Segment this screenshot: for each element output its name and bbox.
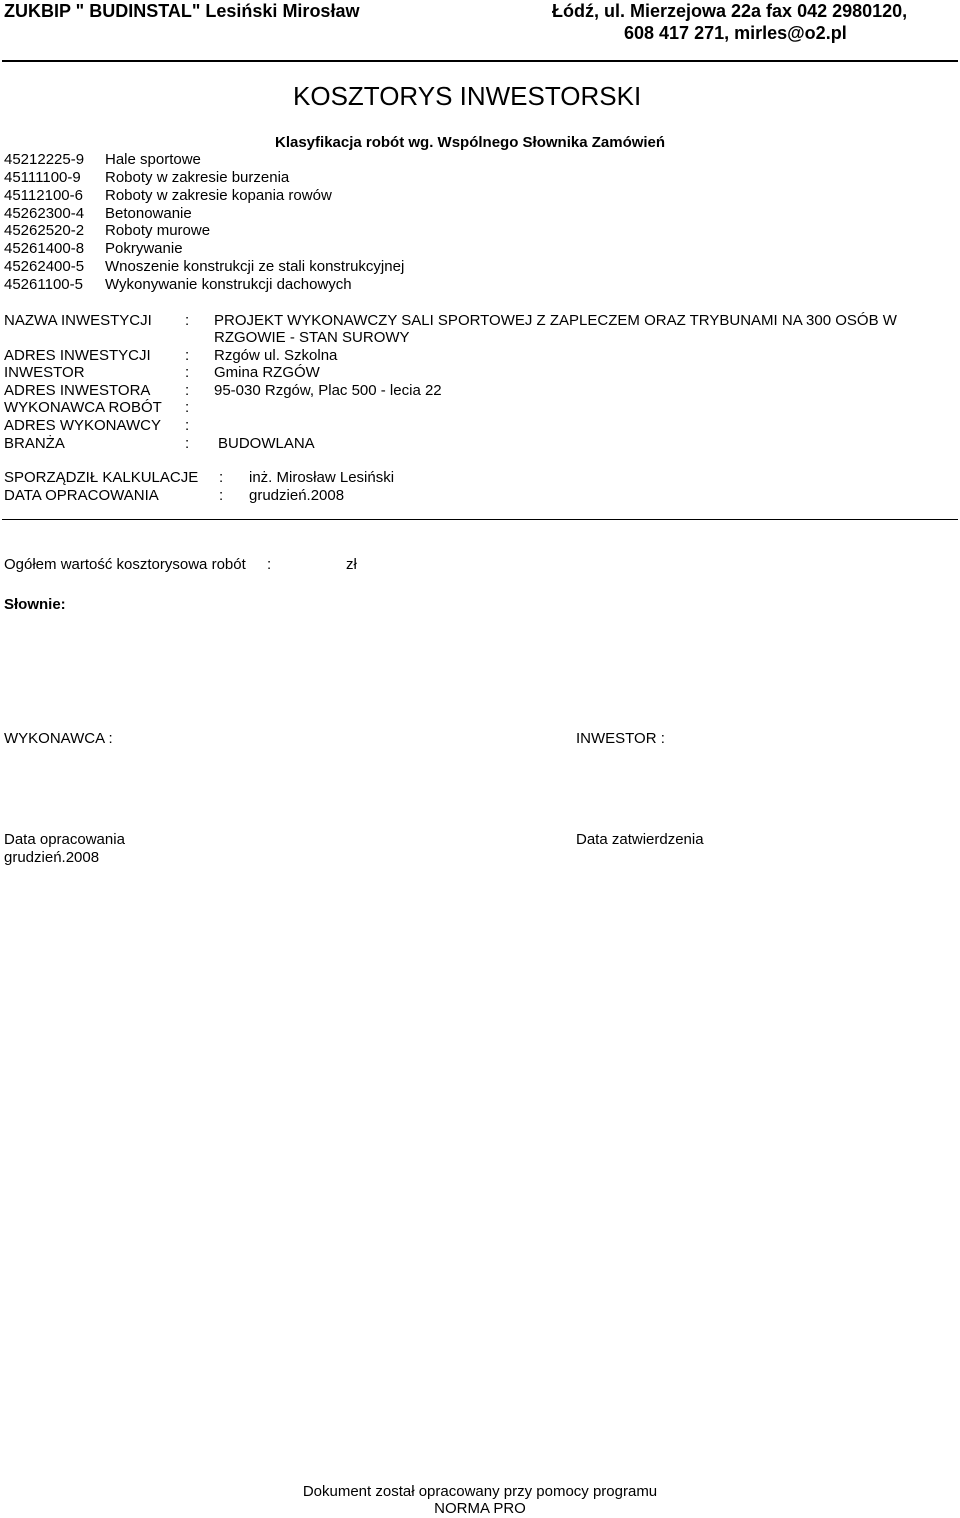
header-divider — [2, 60, 958, 62]
separator: : — [219, 487, 224, 504]
section-divider — [2, 519, 958, 520]
separator: : — [219, 469, 224, 486]
investor-address-label: ADRES INWESTORA — [4, 382, 151, 399]
investor-label: INWESTOR — [4, 364, 85, 381]
separator: : — [185, 382, 190, 399]
cpv-description: Betonowanie — [105, 205, 192, 222]
cpv-code: 45212225-9 — [4, 151, 85, 168]
separator: : — [185, 417, 190, 434]
company-address-line1: Łódź, ul. Mierzejowa 22a fax 042 2980120, — [552, 1, 908, 21]
cpv-description: Roboty murowe — [105, 222, 211, 239]
investment-address-label: ADRES INWESTYCJI — [4, 347, 151, 364]
separator: : — [185, 347, 190, 364]
cpv-description: Pokrywanie — [105, 240, 183, 257]
company-name: ZUKBIP " BUDINSTAL" Lesiński Mirosław — [4, 1, 360, 21]
cpv-code: 45261100-5 — [4, 276, 83, 293]
contractor-address-label: ADRES WYKONAWCY — [4, 417, 161, 434]
date-of-preparation-value: grudzień.2008 — [4, 849, 100, 866]
investment-name-value: PROJEKT WYKONAWCZY SALI SPORTOWEJ Z ZAPLECZEM ORAZ TRYBUNAMI NA 300 OSÓB W — [214, 312, 897, 329]
cpv-code: 45112100-6 — [4, 187, 83, 204]
date-prepared-value: grudzień.2008 — [249, 487, 345, 504]
investor-address-value: 95-030 Rzgów, Plac 500 - lecia 22 — [214, 382, 442, 399]
separator: : — [185, 364, 190, 381]
classification-heading: Klasyfikacja robót wg. Wspólnego Słownika Zamówień — [275, 134, 666, 151]
investment-name-label: NAZWA INWESTYCJI — [4, 312, 152, 329]
investor-signature-label: INWESTOR : — [576, 730, 665, 747]
document-title: KOSZTORYS INWESTORSKI — [293, 81, 642, 111]
date-prepared-label: DATA OPRACOWANIA — [4, 487, 159, 504]
contractor-label: WYKONAWCA ROBÓT — [4, 399, 162, 416]
cpv-description: Hale sportowe — [105, 151, 201, 168]
cpv-code: 45111100-9 — [4, 169, 81, 186]
separator: : — [185, 435, 190, 452]
cpv-code: 45261400-8 — [4, 240, 85, 257]
amount-in-words-label: Słownie: — [4, 596, 66, 613]
footer-software-name: NORMA PRO — [434, 1500, 526, 1517]
currency-label: zł — [346, 556, 357, 573]
date-of-approval-label: Data zatwierdzenia — [576, 831, 704, 848]
prepared-by-label: SPORZĄDZIŁ KALKULACJE — [4, 469, 199, 486]
prepared-by-value: inż. Mirosław Lesiński — [249, 469, 395, 486]
total-label: Ogółem wartość kosztorysowa robót — [4, 556, 246, 573]
separator: : — [185, 312, 190, 329]
cpv-code: 45262400-5 — [4, 258, 85, 275]
cpv-description: Roboty w zakresie burzenia — [105, 169, 290, 186]
cpv-description: Roboty w zakresie kopania rowów — [105, 187, 332, 204]
date-of-preparation-label: Data opracowania — [4, 831, 125, 848]
separator: : — [185, 399, 190, 416]
contractor-signature-label: WYKONAWCA : — [4, 730, 113, 747]
cpv-description: Wykonywanie konstrukcji dachowych — [105, 276, 352, 293]
separator: : — [267, 556, 272, 573]
cpv-description: Wnoszenie konstrukcji ze stali konstrukcyjnej — [105, 258, 405, 275]
investment-address-value: Rzgów ul. Szkolna — [214, 347, 338, 364]
footer-line1: Dokument został opracowany przy pomocy programu — [302, 1483, 658, 1500]
trade-value: BUDOWLANA — [218, 435, 315, 452]
cpv-code: 45262300-4 — [4, 205, 85, 222]
company-address-line2: 608 417 271, mirles@o2.pl — [624, 23, 847, 43]
trade-label: BRANŻA — [4, 435, 65, 452]
investment-name-value-continued: RZGOWIE - STAN SUROWY — [214, 329, 410, 346]
investor-value: Gmina RZGÓW — [214, 364, 320, 381]
cpv-code: 45262520-2 — [4, 222, 85, 239]
